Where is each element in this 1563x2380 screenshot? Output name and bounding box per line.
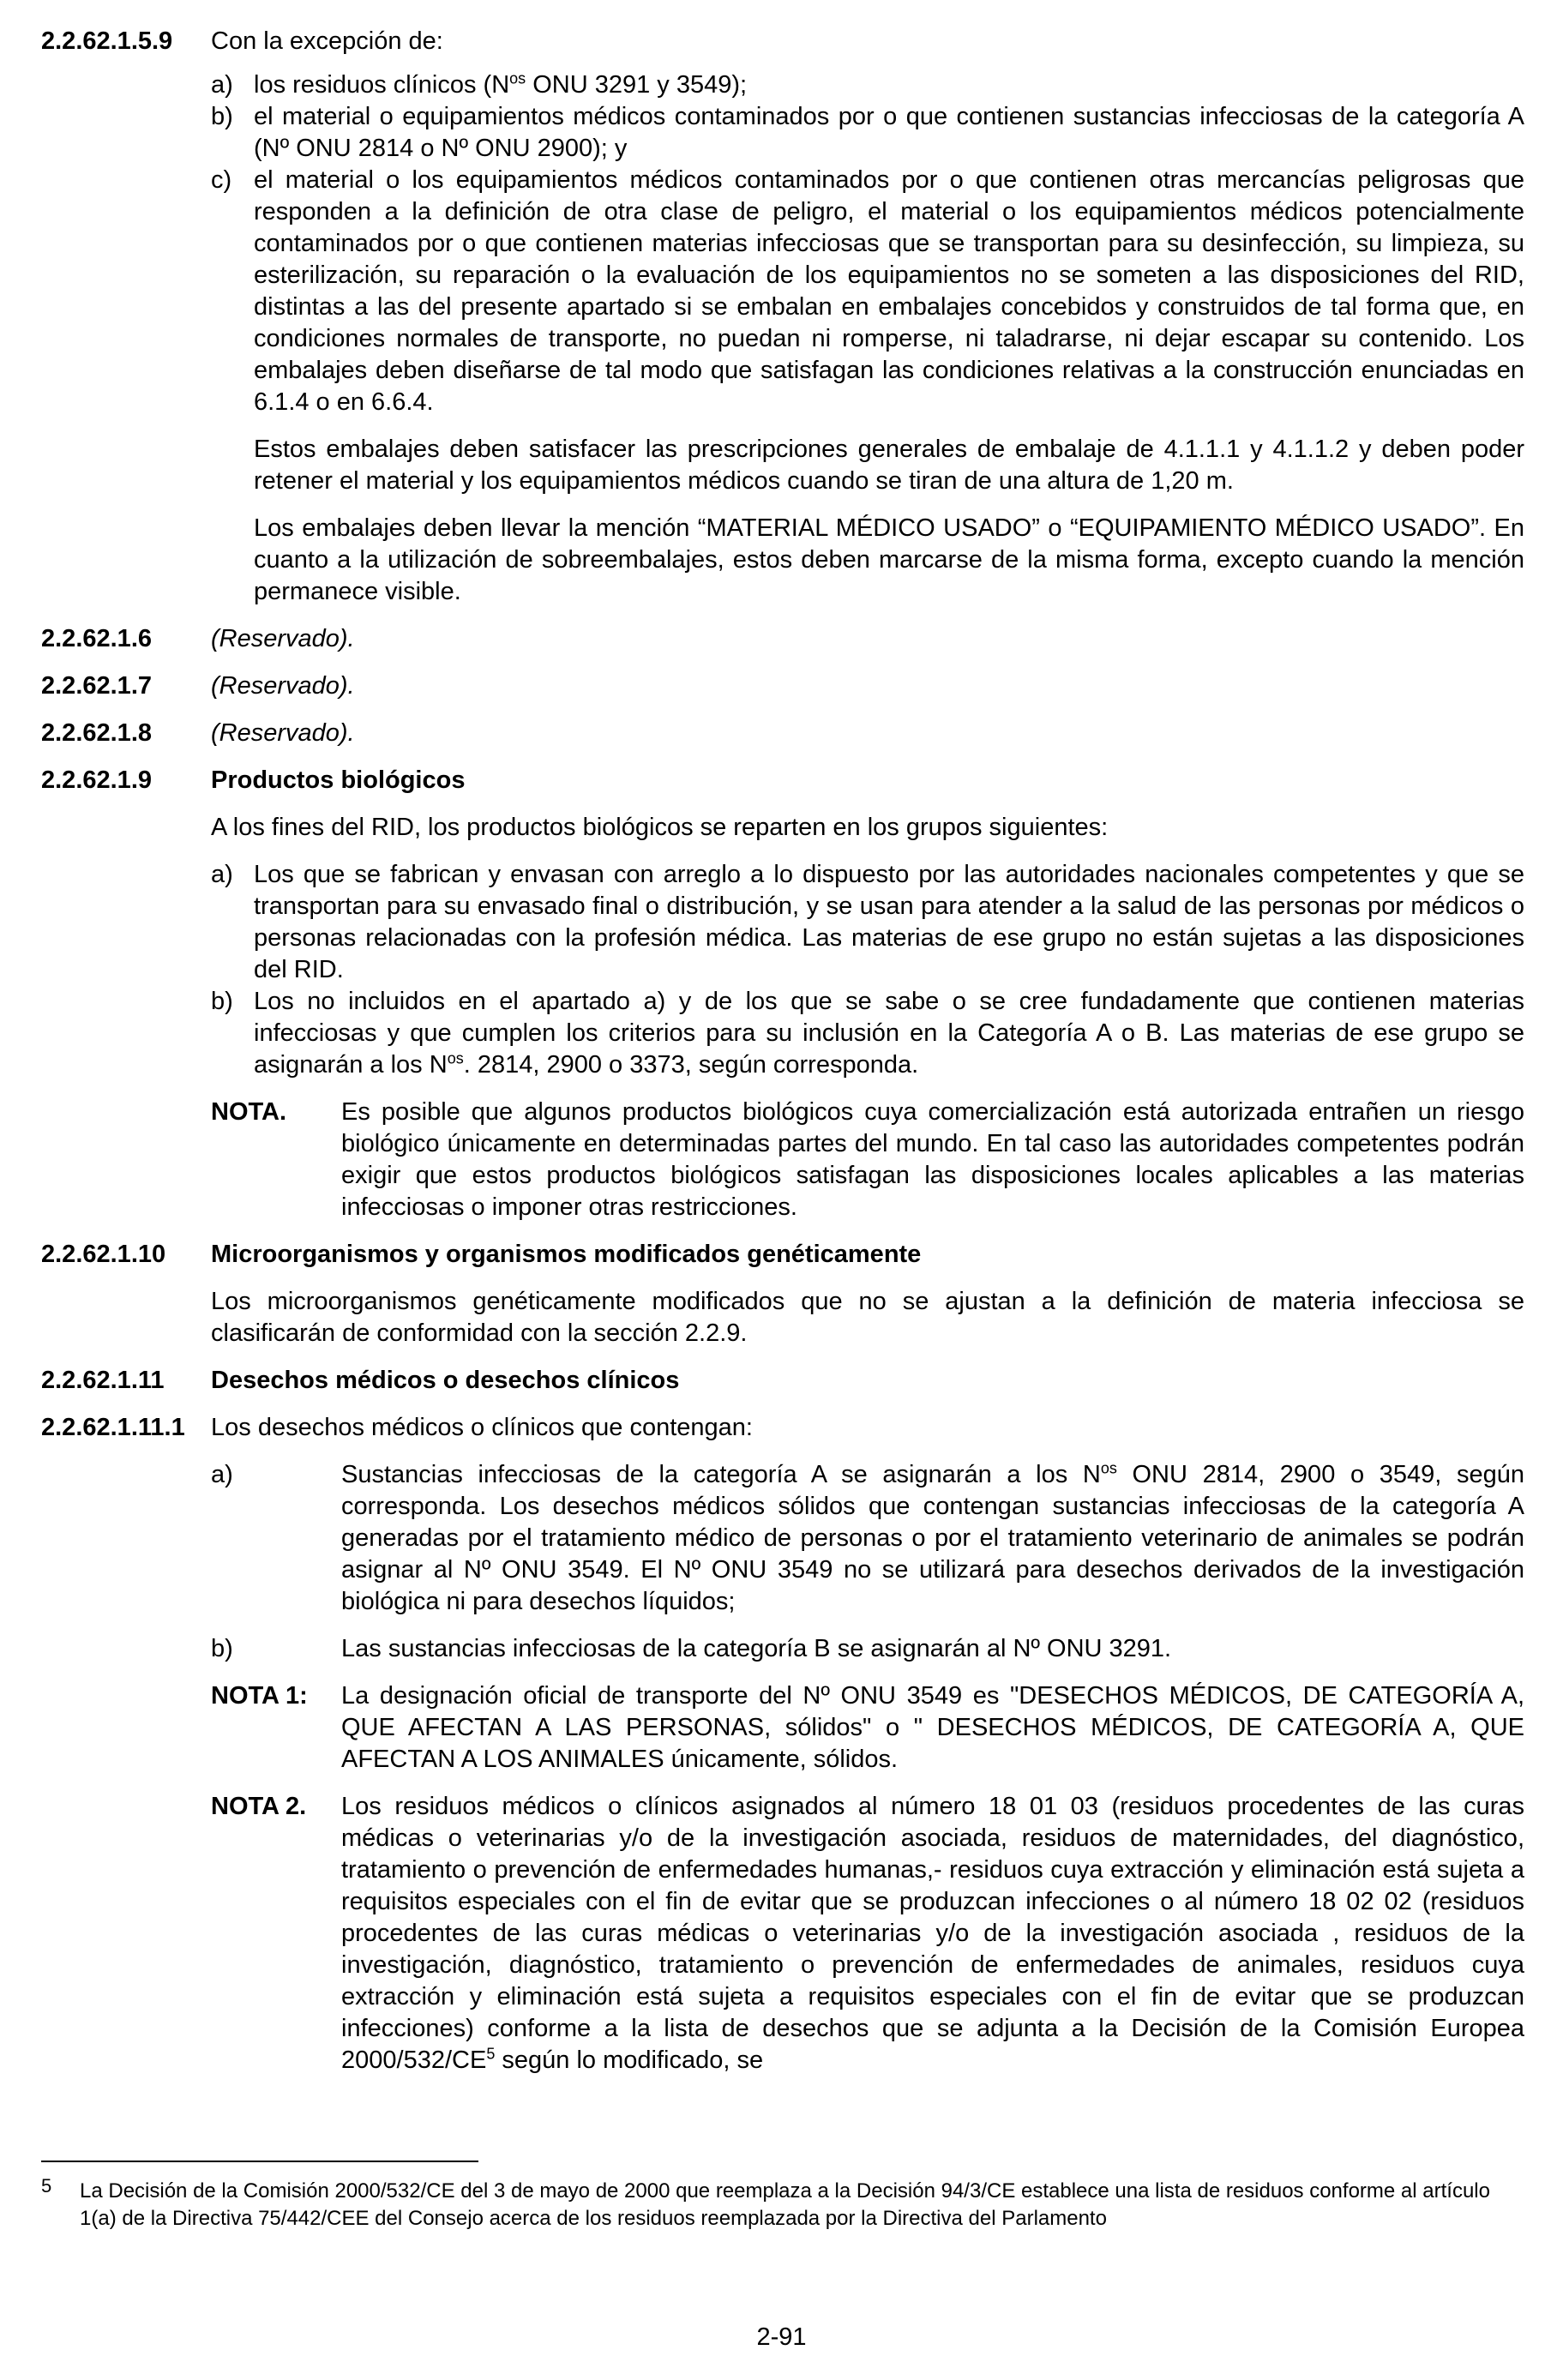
note-2-block: NOTA 2. Los residuos médicos o clínicos asignados al número 18 01 03 (residuos procedentes de las curas médicas o veterinarias y/o de la investigación asociada, residuos de maternidades, del diagnóstico, tratamiento o prevención de enfermedades humanas,- residuos cuya extracción y eliminación está sujeta a requisitos especiales con el fin de evitar que se produzcan infecciones o al número 18 02 02 (residuos procedentes de las curas médicas o veterinarias y/o de la investigación asociada , residuos de la investigación, diagnóstico, tratamiento o prevención de enfermedades de animales, residuos cuya extracción y eliminación está sujeta a requisitos especiales con el fin de evitar que se produzcan infecciones) conforme a la lista de desechos que se adjunta a la Decisión de la Comisión Europea $2000/532/CE^5$ según lo modificado, se [211,1793,1524,2074]
note-label: NOTA 2. [211,1793,307,1820]
section-number: 2.2.62.1.5.9 [41,27,173,55]
section-reserved-6 [41,623,1524,655]
list-label: c) [211,166,232,194]
section-number: 2.2.62.1.8 [41,719,152,747]
list-label: b) [211,988,233,1015]
footnote-separator [41,2161,478,2162]
list-item-c: c) el material o los equipamientos médicos contaminados por o que contienen otras mercancías peligrosas que responden a la definición de otra clase de peligro, el material o los equipamientos médicos potencialmente contaminados por o que contienen materias infecciosas que se transportan para su desinfección, su limpieza, su esterilización, su reparación o la evaluación de los equipamientos no se someten a las disposiciones del RID, distintas a las del presente apartado si se embalan en embalajes concebidos y construidos de tal forma que, en condiciones normales de transporte, no puedan ni romperse, ni taladrarse, ni dejar escapar su contenido. Los embalajes deben diseñarse de tal modo que satisfagan las condiciones relativas a la construcción enunciadas en 6.1.4 o en 6.6.4. [211,166,1524,416]
section-number: 2.2.62.1.9 [41,766,152,794]
reserved-text: (Reservado). [211,719,355,747]
section-reserved-7 [41,670,1524,702]
list-item-a: a) los residuos clínicos ($N^{os}$ ONU 3291 y 3549); [211,69,1524,101]
list-item-a: a) Sustancias infecciosas de la categoría A se asignarán a los $N^{os}$ ONU 2814, 2900 o 3549, según corresponda. Los desechos médicos sólidos que contengan sustancias infecciosas de la categoría A generadas por el tratamiento médico de personas o por el tratamiento veterinario de animales se podrán asignar al Nº ONU 3549. El Nº ONU 3549 no se utilizará para desechos derivados de la investigación biológica ni para desechos líquidos; [211,1459,1524,1615]
note-label: NOTA 1: [211,1682,308,1710]
note-1-block: NOTA 1: La designación oficial de transporte del Nº ONU 3549 es "DESECHOS MÉDICOS, DE CATEGORÍA A, QUE AFECTAN A LAS PERSONAS, sólidos" o " DESECHOS MÉDICOS, DE CATEGORÍA A, QUE AFECTAN A LOS ANIMALES únicamente, sólidos. [211,1682,1524,1773]
section-intro: Los desechos médicos o clínicos que contengan: [211,1414,753,1441]
list-label: b) [211,1635,233,1662]
list-item-b: b) Los no incluidos en el apartado a) y de los que se sabe o se cree fundadamente que contienen materias infecciosas y que cumplen los criterios para su inclusión en la Categoría A o B. Las materias de ese grupo se asignarán a los $N^{os}$. 2814, 2900 o 3373, según corresponda. [211,988,1524,1079]
section-title: Microorganismos y organismos modificados genéticamente [211,1241,922,1268]
section-reserved-8 [41,718,1524,749]
reserved-text: (Reservado). [211,672,355,700]
paragraph: Los microorganismos genéticamente modificados que no se ajustan a la definición de materia infecciosa se clasificarán de conformidad con la sección 2.2.9. [211,1288,1524,1347]
section-title: Desechos médicos o desechos clínicos [211,1367,680,1394]
section-title: Productos biológicos [211,766,466,794]
list-label: a) [211,861,233,888]
section-2-2-62-1-11 [41,1365,1524,1397]
list-label: a) [211,1461,233,1488]
section-2-2-62-1-9 [41,765,1524,796]
reserved-text: (Reservado). [211,625,355,652]
note-label: NOTA. [211,1098,287,1126]
section-number: 2.2.62.1.11 [41,1367,165,1394]
footnote-text: La Decisión de la Comisión 2000/532/CE del 3 de mayo de 2000 que reemplaza a la Decisión 94/3/CE establece una lista de residuos conforme al artículo 1(a) de la Directiva 75/442/CEE del Consejo acerca de los residuos reemplazada por la Directiva del Parlamento [80,2179,1490,2230]
page-number: 2-91 [756,2323,807,2351]
section-number: 2.2.62.1.6 [41,625,152,652]
section-number: 2.2.62.1.7 [41,672,152,700]
paragraph: Estos embalajes deben satisfacer las prescripciones generales de embalaje de 4.1.1.1 y 4.1.1.2 y deben poder retener el material y los equipamientos médicos cuando se tiran de una altura de 1,20 m. [254,436,1524,495]
list-label: b) [211,103,233,130]
section-2-2-62-1-5-9 [41,26,1524,57]
footnote-number: 5 [41,2175,52,2197]
section-intro: Con la excepción de: [211,27,443,55]
list-item-a: a) Los que se fabrican y envasan con arreglo a lo dispuesto por las autoridades nacionales competentes y que se transportan para su envasado final o distribución, y se usan para atender a la salud de las personas por médicos o personas relacionadas con la profesión médica. Las materias de ese grupo no están sujetas a las disposiciones del RID. [211,861,1524,983]
list-label: a) [211,71,233,99]
section-intro: A los fines del RID, los productos biológicos se reparten en los grupos siguientes: [211,814,1109,841]
section-2-2-62-1-11-1 [41,1412,1524,1444]
section-number: 2.2.62.1.10 [41,1241,166,1268]
footnote [41,2175,1499,2233]
document-page [41,26,1524,2076]
list-item-b: b) Las sustancias infecciosas de la categoría B se asignarán al Nº ONU 3291. [211,1633,1524,1665]
section-2-2-62-1-10 [41,1239,1524,1271]
footnote-ref: 5 [486,2045,496,2063]
section-number: 2.2.62.1.11.1 [41,1414,185,1441]
note-block: NOTA. Es posible que algunos productos biológicos cuya comercialización está autorizada entrañen un riesgo biológico únicamente en determinadas partes del mundo. En tal caso las autoridades competentes podrán exigir que estos productos biológicos satisfagan las disposiciones locales aplicables a las materias infecciosas o imponer otras restricciones. [211,1098,1524,1221]
list-item-b: b) el material o equipamientos médicos contaminados por o que contienen sustancias infecciosas de la categoría A (Nº ONU 2814 o Nº ONU 2900); y [211,103,1524,162]
paragraph: Los embalajes deben llevar la mención “MATERIAL MÉDICO USADO” o “EQUIPAMIENTO MÉDICO USADO”. En cuanto a la utilización de sobreembalajes, estos deben marcarse de la misma forma, excepto cuando la mención permanece visible. [254,514,1524,605]
